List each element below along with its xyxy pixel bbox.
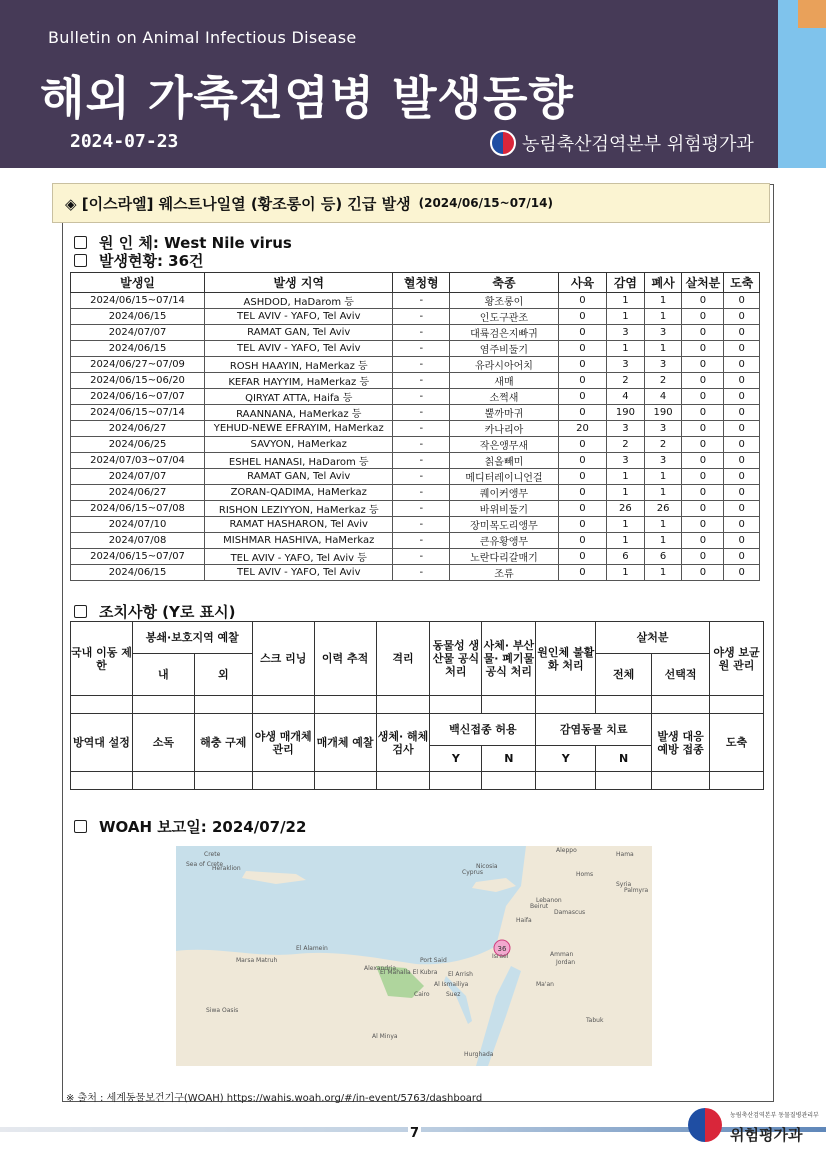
table-cell: 2024/06/15~07/14 xyxy=(71,405,205,421)
table-cell: 26 xyxy=(607,501,645,517)
table-cell: 0 xyxy=(558,565,606,581)
map-place-label: El Alamein xyxy=(296,945,328,952)
table-cell: 염주비둘기 xyxy=(450,341,559,357)
table-cell: RISHON LEZIYYON, HaMerkaz 등 xyxy=(205,501,393,517)
table-cell: 0 xyxy=(682,437,724,453)
carcass-header: 사체· 부산물· 폐기물 공식 처리 xyxy=(482,622,536,696)
table-cell: - xyxy=(393,373,450,389)
table-cell: - xyxy=(393,469,450,485)
table-cell: - xyxy=(393,517,450,533)
map-place-label: Sea of Crete xyxy=(186,861,224,868)
measures-values-row-1 xyxy=(71,696,764,714)
table-cell: 0 xyxy=(724,565,760,581)
vaccine-header: 백신접종 허용 xyxy=(430,714,536,746)
table-cell: 0 xyxy=(558,309,606,325)
table-cell: 0 xyxy=(724,437,760,453)
table-cell: ROSH HAAYIN, HaMerkaz 등 xyxy=(205,357,393,373)
wild-vector-header: 야생 매개체 관리 xyxy=(252,714,314,772)
table-cell: RAMAT HASHARON, Tel Aviv xyxy=(205,517,393,533)
table-cell: 2024/06/27 xyxy=(71,485,205,501)
table-row xyxy=(71,421,760,437)
table-cell: 3 xyxy=(644,453,682,469)
table-cell: - xyxy=(393,453,450,469)
table-cell: - xyxy=(393,309,450,325)
table-cell: TEL AVIV - YAFO, Tel Aviv xyxy=(205,309,393,325)
table-cell: 2024/06/25 xyxy=(71,437,205,453)
table-cell: - xyxy=(393,565,450,581)
table-cell: 1 xyxy=(644,293,682,309)
table-cell: 2024/07/03~07/04 xyxy=(71,453,205,469)
map-place-label: Suez xyxy=(446,991,461,998)
table-cell: 1 xyxy=(644,517,682,533)
table-cell: 1 xyxy=(644,309,682,325)
table-cell: 2 xyxy=(644,437,682,453)
table-cell: 대륙검은지빠귀 xyxy=(450,325,559,341)
table-row xyxy=(71,549,760,565)
bulletin-label: Bulletin on Animal Infectious Disease xyxy=(48,28,357,47)
table-cell: 큰유황앵무 xyxy=(450,533,559,549)
table-cell: 0 xyxy=(682,373,724,389)
footer-dept: 위험평가과 xyxy=(730,1126,803,1144)
table-cell: 0 xyxy=(724,405,760,421)
table-row xyxy=(71,341,760,357)
table-cell: 1 xyxy=(607,517,645,533)
table-cell: 퀘이커앵무 xyxy=(450,485,559,501)
table-cell: - xyxy=(393,325,450,341)
table-cell: 0 xyxy=(724,485,760,501)
table-row xyxy=(71,485,760,501)
checkbox-square-icon xyxy=(74,820,87,833)
map-graphic xyxy=(176,846,652,1066)
table-cell: 0 xyxy=(558,405,606,421)
outbreak-map xyxy=(176,846,652,1066)
footer-emblem-icon xyxy=(688,1108,722,1142)
table-cell: 20 xyxy=(558,421,606,437)
table-cell: ZORAN-QADIMA, HaMerkaz xyxy=(205,485,393,501)
response-vaccine-header: 발생 대응 예방 접종 xyxy=(652,714,710,772)
table-cell: 1 xyxy=(644,565,682,581)
measures-line xyxy=(74,601,235,622)
table-cell: 황조롱이 xyxy=(450,293,559,309)
table-cell: 2024/06/15~06/20 xyxy=(71,373,205,389)
table-cell: 0 xyxy=(682,309,724,325)
trace-header: 이력 추적 xyxy=(314,622,376,696)
map-place-label: Marsa Matruh xyxy=(236,957,278,964)
table-cell: 0 xyxy=(682,357,724,373)
table-row xyxy=(71,357,760,373)
map-place-label: El Mahalla El Kubra xyxy=(380,969,438,976)
table-cell: 2024/07/07 xyxy=(71,325,205,341)
move-restriction-header: 국내 이동 제한 xyxy=(71,622,133,696)
table-row xyxy=(71,405,760,421)
table-cell: 26 xyxy=(644,501,682,517)
table-cell: 뿔까마귀 xyxy=(450,405,559,421)
screening-header: 스크 리닝 xyxy=(252,622,314,696)
table-cell: 0 xyxy=(682,501,724,517)
checkbox-square-icon xyxy=(74,605,87,618)
table-cell: 장미목도리앵무 xyxy=(450,517,559,533)
org-name: 농림축산검역본부 위험평가과 xyxy=(522,134,754,155)
table-cell: 1 xyxy=(607,485,645,501)
map-place-label: Syria xyxy=(616,881,632,888)
table-cell: - xyxy=(393,389,450,405)
map-place-label: Siwa Oasis xyxy=(206,1007,239,1014)
map-place-label: Beirut xyxy=(530,903,549,910)
culling-header: 살처분 xyxy=(596,622,710,654)
table-cell: 소쩍새 xyxy=(450,389,559,405)
table-cell: 1 xyxy=(607,565,645,581)
vector-watch-header: 매개체 예찰 xyxy=(314,714,376,772)
table-cell: RAANNANA, HaMerkaz 등 xyxy=(205,405,393,421)
table-cell: 0 xyxy=(558,437,606,453)
table-cell: 0 xyxy=(558,341,606,357)
culling-all-header: 전체 xyxy=(596,654,652,696)
culling-selective-header: 선택적 xyxy=(652,654,710,696)
table-cell: TEL AVIV - YAFO, Tel Aviv 등 xyxy=(205,549,393,565)
map-place-label: Jordan xyxy=(556,959,576,966)
table-cell: 1 xyxy=(607,469,645,485)
table-cell: 0 xyxy=(558,373,606,389)
table-cell: - xyxy=(393,549,450,565)
header-accent-orange xyxy=(798,0,826,28)
table-cell: 0 xyxy=(682,405,724,421)
map-place-label: Ma'an xyxy=(536,981,554,988)
table-cell: 0 xyxy=(724,453,760,469)
woah-date: WOAH 보고일: 2024/07/22 xyxy=(99,818,307,836)
map-place-label: Damascus xyxy=(554,909,586,916)
table-row xyxy=(71,565,760,581)
table-cell: 0 xyxy=(682,533,724,549)
page-number: 7 xyxy=(410,1126,420,1141)
map-place-label: Haifa xyxy=(516,917,532,924)
table-cell: 2024/06/15 xyxy=(71,565,205,581)
measures-values-row-2 xyxy=(71,772,764,790)
table-cell: 0 xyxy=(558,533,606,549)
table-cell: 0 xyxy=(682,453,724,469)
column-header: 발생일 xyxy=(71,273,205,293)
table-cell: 2024/06/27 xyxy=(71,421,205,437)
map-place-label: Hurghada xyxy=(464,1051,494,1058)
map-place-label: Hama xyxy=(616,851,634,858)
products-header: 동물성 생산물 공식 처리 xyxy=(430,622,482,696)
table-cell: 2024/07/07 xyxy=(71,469,205,485)
map-place-label: Crete xyxy=(204,851,221,858)
table-cell: 0 xyxy=(558,389,606,405)
treatment-y-header: Y xyxy=(536,746,596,772)
table-row xyxy=(71,373,760,389)
map-place-label: Alexandria xyxy=(364,965,397,972)
map-place-label: Heraklion xyxy=(212,865,241,872)
section-title-bar xyxy=(52,183,770,223)
map-place-label: Israel xyxy=(492,953,509,960)
outbreak-table xyxy=(70,272,760,581)
column-header: 혈청형 xyxy=(393,273,450,293)
treatment-header: 감염동물 치료 xyxy=(536,714,652,746)
table-cell: 4 xyxy=(644,389,682,405)
table-cell: 0 xyxy=(558,293,606,309)
table-cell: 3 xyxy=(644,325,682,341)
table-cell: 190 xyxy=(644,405,682,421)
footer-org: 농림축산검역본부 동물질병관리부 xyxy=(730,1112,819,1119)
table-cell: 0 xyxy=(724,341,760,357)
table-row xyxy=(71,469,760,485)
table-cell: 3 xyxy=(644,357,682,373)
table-cell: 1 xyxy=(607,293,645,309)
table-cell: 1 xyxy=(644,485,682,501)
table-cell: 2024/06/15~07/07 xyxy=(71,549,205,565)
table-cell: 1 xyxy=(644,341,682,357)
table-header-row xyxy=(71,273,760,293)
table-cell: 0 xyxy=(558,485,606,501)
table-cell: 0 xyxy=(682,469,724,485)
map-place-label: Cyprus xyxy=(462,869,483,876)
checkbox-square-icon xyxy=(74,236,87,249)
lockdown-out-header: 외 xyxy=(194,654,252,696)
table-cell: 0 xyxy=(558,549,606,565)
table-cell: 2024/06/16~07/07 xyxy=(71,389,205,405)
page-title: 해외 가축전염병 발생동향 xyxy=(40,71,574,125)
live-exam-header: 생체· 해체 검사 xyxy=(376,714,430,772)
table-cell: 3 xyxy=(607,357,645,373)
table-cell: RAMAT GAN, Tel Aviv xyxy=(205,469,393,485)
map-place-label: Palmyra xyxy=(624,887,649,894)
table-cell: RAMAT GAN, Tel Aviv xyxy=(205,325,393,341)
table-cell: 3 xyxy=(607,421,645,437)
table-cell: 4 xyxy=(607,389,645,405)
table-row xyxy=(71,533,760,549)
table-cell: - xyxy=(393,357,450,373)
table-cell: MISHMAR HASHIVA, HaMerkaz xyxy=(205,533,393,549)
table-cell: 1 xyxy=(644,533,682,549)
measures-title: 조치사항 (Y로 표시) xyxy=(99,603,236,621)
column-header: 폐사 xyxy=(644,273,682,293)
table-cell: - xyxy=(393,341,450,357)
column-header: 살처분 xyxy=(682,273,724,293)
table-cell: 0 xyxy=(682,485,724,501)
table-cell: ESHEL HANASI, HaDarom 등 xyxy=(205,453,393,469)
table-cell: - xyxy=(393,405,450,421)
table-cell: 조류 xyxy=(450,565,559,581)
table-cell: 3 xyxy=(607,325,645,341)
inactivation-header: 원인체 불활화 처리 xyxy=(536,622,596,696)
isolation-header: 격리 xyxy=(376,622,430,696)
section-title: ◈ [이스라엘] 웨스트나일열 (황조롱이 등) 긴급 발생 xyxy=(65,194,411,213)
pest-header: 해충 구제 xyxy=(194,714,252,772)
table-cell: 2024/06/15 xyxy=(71,309,205,325)
map-place-label: Nicosia xyxy=(476,863,498,870)
status-text: 발생현황: 36건 xyxy=(99,252,204,270)
column-header: 도축 xyxy=(724,273,760,293)
table-cell: 2 xyxy=(644,373,682,389)
table-cell: 1 xyxy=(644,469,682,485)
column-header: 발생 지역 xyxy=(205,273,393,293)
table-cell: 6 xyxy=(644,549,682,565)
table-cell: 새매 xyxy=(450,373,559,389)
table-cell: 1 xyxy=(607,341,645,357)
table-cell: - xyxy=(393,533,450,549)
table-cell: 0 xyxy=(724,357,760,373)
checkbox-square-icon xyxy=(74,254,87,267)
table-cell: 6 xyxy=(607,549,645,565)
table-cell: 0 xyxy=(724,309,760,325)
table-cell: ASHDOD, HaDarom 등 xyxy=(205,293,393,309)
table-cell: 0 xyxy=(724,501,760,517)
map-place-label: Al Ismailiya xyxy=(434,981,469,988)
map-marker-count: 36 xyxy=(497,945,507,953)
table-cell: - xyxy=(393,501,450,517)
table-cell: 3 xyxy=(607,453,645,469)
table-cell: - xyxy=(393,437,450,453)
table-row xyxy=(71,517,760,533)
status-line xyxy=(74,250,204,271)
table-row xyxy=(71,293,760,309)
table-cell: 1 xyxy=(607,309,645,325)
table-cell: 2024/06/15 xyxy=(71,341,205,357)
table-row xyxy=(71,437,760,453)
lockdown-in-header: 내 xyxy=(132,654,194,696)
issue-date: 2024-07-23 xyxy=(70,131,179,152)
map-place-label: Lebanon xyxy=(536,897,562,904)
table-row xyxy=(71,501,760,517)
table-cell: 2024/07/10 xyxy=(71,517,205,533)
table-cell: 2 xyxy=(607,437,645,453)
woah-line xyxy=(74,816,306,837)
table-cell: 0 xyxy=(724,469,760,485)
table-cell: 0 xyxy=(682,293,724,309)
table-row xyxy=(71,309,760,325)
table-cell: KEFAR HAYYIM, HaMerkaz 등 xyxy=(205,373,393,389)
table-cell: 2024/06/27~07/09 xyxy=(71,357,205,373)
table-cell: 0 xyxy=(682,389,724,405)
slaughter-header: 도축 xyxy=(710,714,764,772)
table-cell: 0 xyxy=(558,517,606,533)
table-cell: 0 xyxy=(682,565,724,581)
vaccine-y-header: Y xyxy=(430,746,482,772)
table-cell: 0 xyxy=(558,453,606,469)
table-cell: 칡올빼미 xyxy=(450,453,559,469)
table-row xyxy=(71,453,760,469)
table-cell: 0 xyxy=(558,325,606,341)
table-cell: 1 xyxy=(607,533,645,549)
table-cell: 2024/07/08 xyxy=(71,533,205,549)
government-emblem-icon xyxy=(490,130,516,156)
map-place-label: Aleppo xyxy=(556,847,577,854)
measures-table xyxy=(70,621,764,790)
table-cell: 0 xyxy=(724,549,760,565)
table-cell: SAVYON, HaMerkaz xyxy=(205,437,393,453)
table-row xyxy=(71,389,760,405)
table-cell: 0 xyxy=(724,373,760,389)
table-cell: YEHUD-NEWE EFRAYIM, HaMerkaz xyxy=(205,421,393,437)
table-cell: 0 xyxy=(724,389,760,405)
table-cell: 0 xyxy=(724,517,760,533)
map-place-label: Homs xyxy=(576,871,594,878)
table-cell: 노란다리갈매기 xyxy=(450,549,559,565)
treatment-n-header: N xyxy=(596,746,652,772)
table-cell: 0 xyxy=(682,421,724,437)
table-cell: 0 xyxy=(558,501,606,517)
column-header: 사육 xyxy=(558,273,606,293)
table-cell: 0 xyxy=(682,341,724,357)
map-place-label: Port Said xyxy=(420,957,447,964)
org-label xyxy=(490,130,754,156)
table-cell: 0 xyxy=(558,469,606,485)
table-cell: - xyxy=(393,293,450,309)
pathogen-text: 원 인 체: West Nile virus xyxy=(99,234,292,252)
table-cell: 2024/06/15~07/14 xyxy=(71,293,205,309)
table-cell: 3 xyxy=(644,421,682,437)
section-period: (2024/06/15~07/14) xyxy=(418,196,553,210)
table-cell: 2024/06/15~07/08 xyxy=(71,501,205,517)
column-header: 축종 xyxy=(450,273,559,293)
table-cell: 0 xyxy=(724,533,760,549)
lockdown-header: 봉쇄·보호지역 예찰 xyxy=(132,622,252,654)
table-cell: 0 xyxy=(724,421,760,437)
vaccine-n-header: N xyxy=(482,746,536,772)
wild-reservoir-header: 야생 보균원 관리 xyxy=(710,622,764,696)
table-cell: TEL AVIV - YAFO, Tel Aviv xyxy=(205,565,393,581)
table-cell: 0 xyxy=(724,293,760,309)
disinfect-header: 소독 xyxy=(132,714,194,772)
column-header: 감염 xyxy=(607,273,645,293)
table-cell: 바위비둘기 xyxy=(450,501,559,517)
table-cell: 0 xyxy=(682,549,724,565)
source-note: ※ 출처 : 세계동물보건기구(WOAH) https://wahis.woah.org/#/in-event/5763/dashboard xyxy=(66,1093,483,1104)
table-cell: 인도구관조 xyxy=(450,309,559,325)
map-place-label: Cairo xyxy=(414,991,430,998)
map-place-label: El Arrish xyxy=(448,971,473,978)
table-cell: 2 xyxy=(607,373,645,389)
table-cell: 유라시아어치 xyxy=(450,357,559,373)
table-row xyxy=(71,325,760,341)
table-cell: 0 xyxy=(682,325,724,341)
zone-header: 방역대 설정 xyxy=(71,714,133,772)
table-cell: TEL AVIV - YAFO, Tel Aviv xyxy=(205,341,393,357)
map-place-label: Amman xyxy=(550,951,574,958)
table-cell: QIRYAT ATTA, Haifa 등 xyxy=(205,389,393,405)
table-cell: 0 xyxy=(558,357,606,373)
table-cell: 190 xyxy=(607,405,645,421)
table-cell: 0 xyxy=(682,517,724,533)
map-place-label: Al Minya xyxy=(372,1033,398,1040)
table-cell: 작은앵무새 xyxy=(450,437,559,453)
table-cell: - xyxy=(393,485,450,501)
map-place-label: Tabuk xyxy=(586,1017,604,1024)
table-cell: 카나리아 xyxy=(450,421,559,437)
table-cell: 메디터레이니언걸 xyxy=(450,469,559,485)
table-cell: 0 xyxy=(724,325,760,341)
table-cell: - xyxy=(393,421,450,437)
